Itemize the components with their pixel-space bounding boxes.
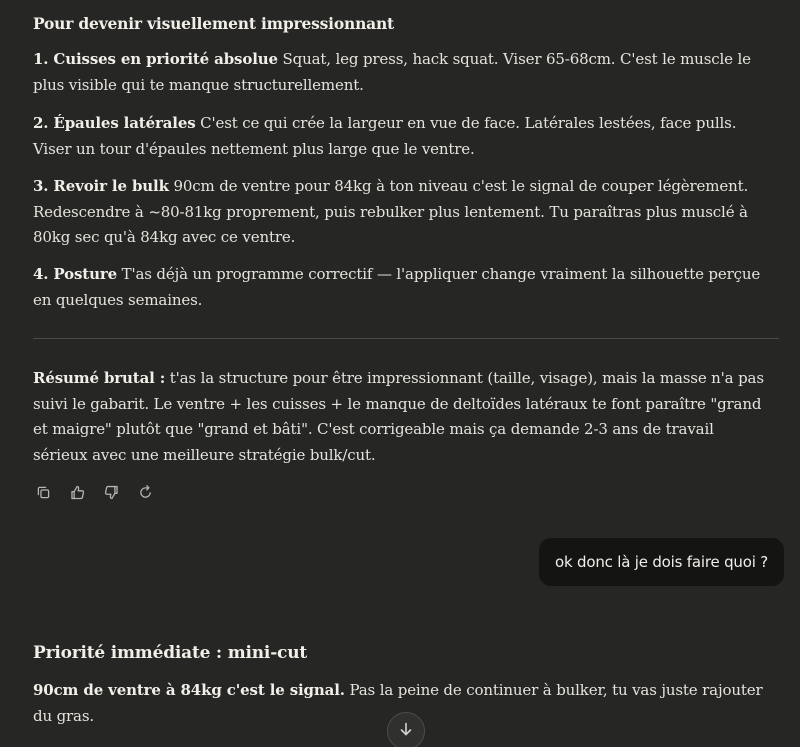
response-text: Pas la peine de continuer à bulker, tu vas juste rajouter du gras. — [33, 681, 763, 725]
list-item-epaules — [33, 111, 768, 162]
list-item-title: 3. Revoir le bulk — [33, 177, 169, 195]
scroll-to-bottom-button[interactable] — [387, 712, 425, 747]
retry-button[interactable] — [135, 484, 155, 504]
retry-icon — [137, 484, 154, 505]
list-item-text: Squat, leg press, hack squat. Viser 65-68cm. C'est le muscle le plus visible qui te manque structurellement. — [33, 50, 751, 94]
thumbs-up-button[interactable] — [67, 484, 87, 504]
response-bold: 90cm de ventre à 84kg c'est le signal. — [33, 681, 345, 699]
summary-label: Résumé brutal : — [33, 369, 166, 387]
message-actions — [33, 484, 155, 504]
thumbs-down-button[interactable] — [101, 484, 121, 504]
list-item-title: 2. Épaules latérales — [33, 114, 196, 132]
section-heading-mini-cut: Priorité immédiate : mini-cut — [33, 643, 308, 663]
section-heading-impressionnant: Pour devenir visuellement impressionnant — [33, 14, 395, 33]
copy-icon — [35, 484, 52, 505]
thumbs-down-icon — [103, 484, 120, 505]
list-item-text: T'as déjà un programme correctif — l'appliquer change vraiment la silhouette perçue en quelques semaines. — [33, 265, 761, 309]
summary-paragraph — [33, 366, 768, 468]
list-item-title: 1. Cuisses en priorité absolue — [33, 50, 278, 68]
thumbs-up-icon — [69, 484, 86, 505]
list-item-cuisses — [33, 47, 768, 98]
list-item-text: C'est ce qui crée la largeur en vue de face. Latérales lestées, face pulls. Viser un tour d'épaules nettement plus large que le ventre. — [33, 114, 737, 158]
summary-text: t'as la structure pour être impressionnant (taille, visage), mais la masse n'a pas suivi le gabarit. Le ventre + les cuisses + le manque de deltoïdes latéraux te font paraître "grand et maigre" plutôt que "grand et bâti". C'est corrigeable mais ça demande 2-3 ans de travail sérieux avec une meilleure stratégie bulk/cut. — [33, 369, 764, 464]
divider — [33, 338, 779, 339]
list-item-posture — [33, 262, 768, 313]
copy-button[interactable] — [33, 484, 53, 504]
list-item-text: 90cm de ventre pour 84kg à ton niveau c'est le signal de couper légèrement. Redescendre à ~80-81kg proprement, puis rebulker plus lentement. Tu paraîtras plus musclé à 80kg sec qu'à 84kg avec ce ventre. — [33, 177, 749, 246]
arrow-down-icon — [398, 721, 414, 741]
user-message — [539, 538, 784, 586]
user-message-text: ok donc là je dois faire quoi ? — [555, 553, 768, 571]
list-item-bulk — [33, 174, 768, 251]
list-item-title: 4. Posture — [33, 265, 117, 283]
